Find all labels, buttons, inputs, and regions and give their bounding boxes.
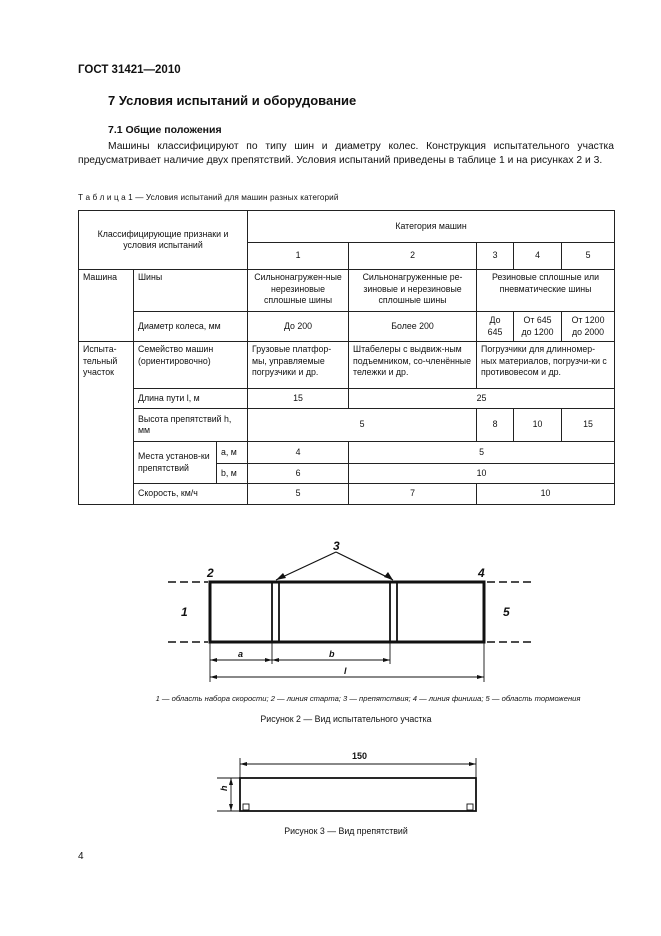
path-cat2345: 25 [349,389,615,409]
fig2-dim-l: l [344,666,347,676]
place-b-label: b, м [217,464,248,484]
wheel-cat5: От 1200 до 2000 [562,312,615,342]
group-machine: Машина [79,270,134,342]
place-a-label: a, м [217,442,248,464]
speed-cat345: 10 [477,484,615,505]
cat-num-3: 3 [477,243,514,270]
height-cat3: 8 [477,409,514,442]
wheel-cat2: Более 200 [349,312,477,342]
fig2-label-3: 3 [333,539,340,553]
wheel-cat1: До 200 [248,312,349,342]
table-caption: Т а б л и ц а 1 — Условия испытаний для машин разных категорий [78,193,339,202]
cat-num-5: 5 [562,243,615,270]
figure2-legend: 1 — область набора скорости; 2 — линия старта; 3 — препятствия; 4 — линия финиша; 5 — область торможения [155,694,581,703]
place-b-cat1: 6 [248,464,349,484]
fig3-height-label: h [219,785,229,791]
table-head-category: Категория машин [248,211,615,243]
cat-num-1: 1 [248,243,349,270]
figure3-caption: Рисунок 3 — Вид препятствий [284,826,408,836]
wheel-cat3: До 645 [477,312,514,342]
fig2-label-4: 4 [478,566,485,580]
wheel-label: Диаметр колеса, мм [134,312,248,342]
speed-cat2: 7 [349,484,477,505]
speed-cat1: 5 [248,484,349,505]
figure3-obstacle-diagram [0,742,661,818]
figure2-caption: Рисунок 2 — Вид испытательного участка [260,714,432,724]
standard-header: ГОСТ 31421—2010 [78,64,181,76]
place-a-cat2345: 5 [349,442,615,464]
height-label: Высота препятствий h, мм [134,409,248,442]
family-cat345: Погрузчики для длинномер-ных материалов, погрузчи-ки с противовесом и др. [477,342,615,389]
fig2-dim-a: a [238,649,244,659]
height-cat5: 15 [562,409,615,442]
cat-num-2: 2 [349,243,477,270]
path-label: Длина пути l, м [134,389,248,409]
height-cat4: 10 [514,409,562,442]
intro-paragraph-text: Машины классифицируют по типу шин и диаметру колес. Конструкция испытательного участка предусматривает наличие двух препятствий. Условия испытаний приведены в таблице 1 и на рисунках 2 и 3. [78,141,614,166]
page-number: 4 [78,851,84,862]
tires-cat345: Резиновые сплошные или пневматические шины [477,270,615,312]
fig2-label-2: 2 [207,566,214,580]
height-cat12: 5 [248,409,477,442]
table-head-left: Классифицирующие признаки и условия испытаний [79,211,248,270]
wheel-cat4: От 645 до 1200 [514,312,562,342]
speed-label: Скорость, км/ч [134,484,248,505]
tires-cat1: Сильнонагружен-ные нерезиновые сплошные шины [248,270,349,312]
test-conditions-table [78,210,615,505]
tires-cat2: Сильнонагруженные ре-зиновые и нерезиновые сплошные шины [349,270,477,312]
figure2-test-section-diagram [0,535,661,690]
fig2-label-1: 1 [181,605,188,619]
group-test-section: Испыта-тельный участок [79,342,134,505]
place-a-cat1: 4 [248,442,349,464]
subsection-title: 7.1 Общие положения [108,124,222,136]
family-cat1: Грузовые платфор-мы, управляемые погрузчики и др. [248,342,349,389]
place-b-cat2345: 10 [349,464,615,484]
fig2-label-5: 5 [503,605,510,619]
section-title: 7 Условия испытаний и оборудование [108,93,357,108]
fig2-dim-b: b [329,649,335,659]
place-label: Места установ-ки препятствий [134,442,217,484]
cat-num-4: 4 [514,243,562,270]
family-label: Семейство машин (ориентировочно) [134,342,248,389]
intro-paragraph [78,140,614,168]
tires-label: Шины [134,270,248,312]
path-cat1: 15 [248,389,349,409]
fig3-width-label: 150 [352,751,368,761]
family-cat2: Штабелеры с выдвиж-ным подъемником, со-членённые тележки и др. [349,342,477,389]
